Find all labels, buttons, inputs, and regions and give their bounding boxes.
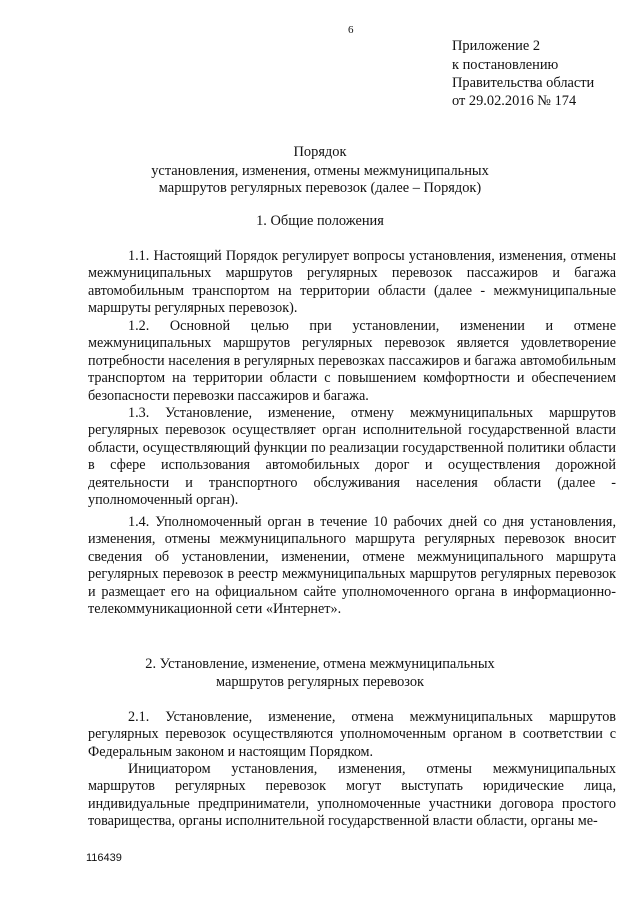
title-line: Порядок xyxy=(293,144,347,160)
page-number: 6 xyxy=(348,24,354,36)
paragraph-1-4: 1.4. Уполномоченный орган в течение 10 рабочих дней со дня установления, изменения, отмены межмуниципального маршрута регулярных перевозок вносит сведения об установлении, изменении, отмене межмуниципального маршрута регулярных перевозок в реестр межмуниципальных маршрутов регулярных перевозок и размещает его на официальном сайте уполномоченного органа в информационно-телекоммуникационной сети «Интернет». xyxy=(88,514,616,618)
title-line: маршрутов регулярных перевозок (далее – Порядок) xyxy=(158,180,482,196)
appendix-line: к постановлению xyxy=(452,57,559,73)
footer-code: 116439 xyxy=(86,852,122,864)
section1-heading: 1. Общие положения xyxy=(256,213,384,229)
section2-heading-line: 2. Установление, изменение, отмена межмуниципальных xyxy=(145,656,495,672)
paragraph-1-2: 1.2. Основной целью при установлении, изменении и отмене межмуниципальных маршрутов регулярных перевозок является удовлетворение потребности населения в регулярных перевозках пассажиров и багажа автомобильным транспортом на территории области с повышением комфортности и обеспечением безопасности перевозки пассажиров и багажа. xyxy=(88,318,616,404)
paragraph-2-1: 2.1. Установление, изменение, отмена межмуниципальных маршрутов регулярных перевозок осуществляются уполномоченным органом в соответствии с Федеральным законом и настоящим Порядком. xyxy=(88,709,616,760)
paragraph-2-1-cont: Инициатором установления, изменения, отмены межмуниципальных маршрутов регулярных перевозок могут выступать юридические лица, индивидуальные предприниматели, уполномоченные участники договора простого товарищества, органы исполнительной государственной власти области, органы ме- xyxy=(88,761,616,830)
title-line: установления, изменения, отмены межмуниципальных xyxy=(151,163,489,179)
paragraph-1-3: 1.3. Установление, изменение, отмену межмуниципальных маршрутов регулярных перевозок осуществляет орган исполнительной государственной власти области, осуществляющий функции по реализации государственной политики области в сфере использования автомобильных дорог и осуществления дорожной деятельности и транспортного обслуживания населения области (далее - уполномоченный орган). xyxy=(88,405,616,509)
appendix-line: Приложение 2 xyxy=(452,38,541,54)
appendix-line: Правительства области xyxy=(452,75,595,91)
appendix-line: от 29.02.2016 № 174 xyxy=(452,93,577,109)
section2-heading-line: маршрутов регулярных перевозок xyxy=(215,674,425,690)
paragraph-1-1: 1.1. Настоящий Порядок регулирует вопросы установления, изменения, отмены межмуниципальных маршрутов регулярных перевозок пассажиров и багажа автомобильным транспортом на территории области (далее - межмуниципальные маршруты регулярных перевозок). xyxy=(88,248,616,317)
